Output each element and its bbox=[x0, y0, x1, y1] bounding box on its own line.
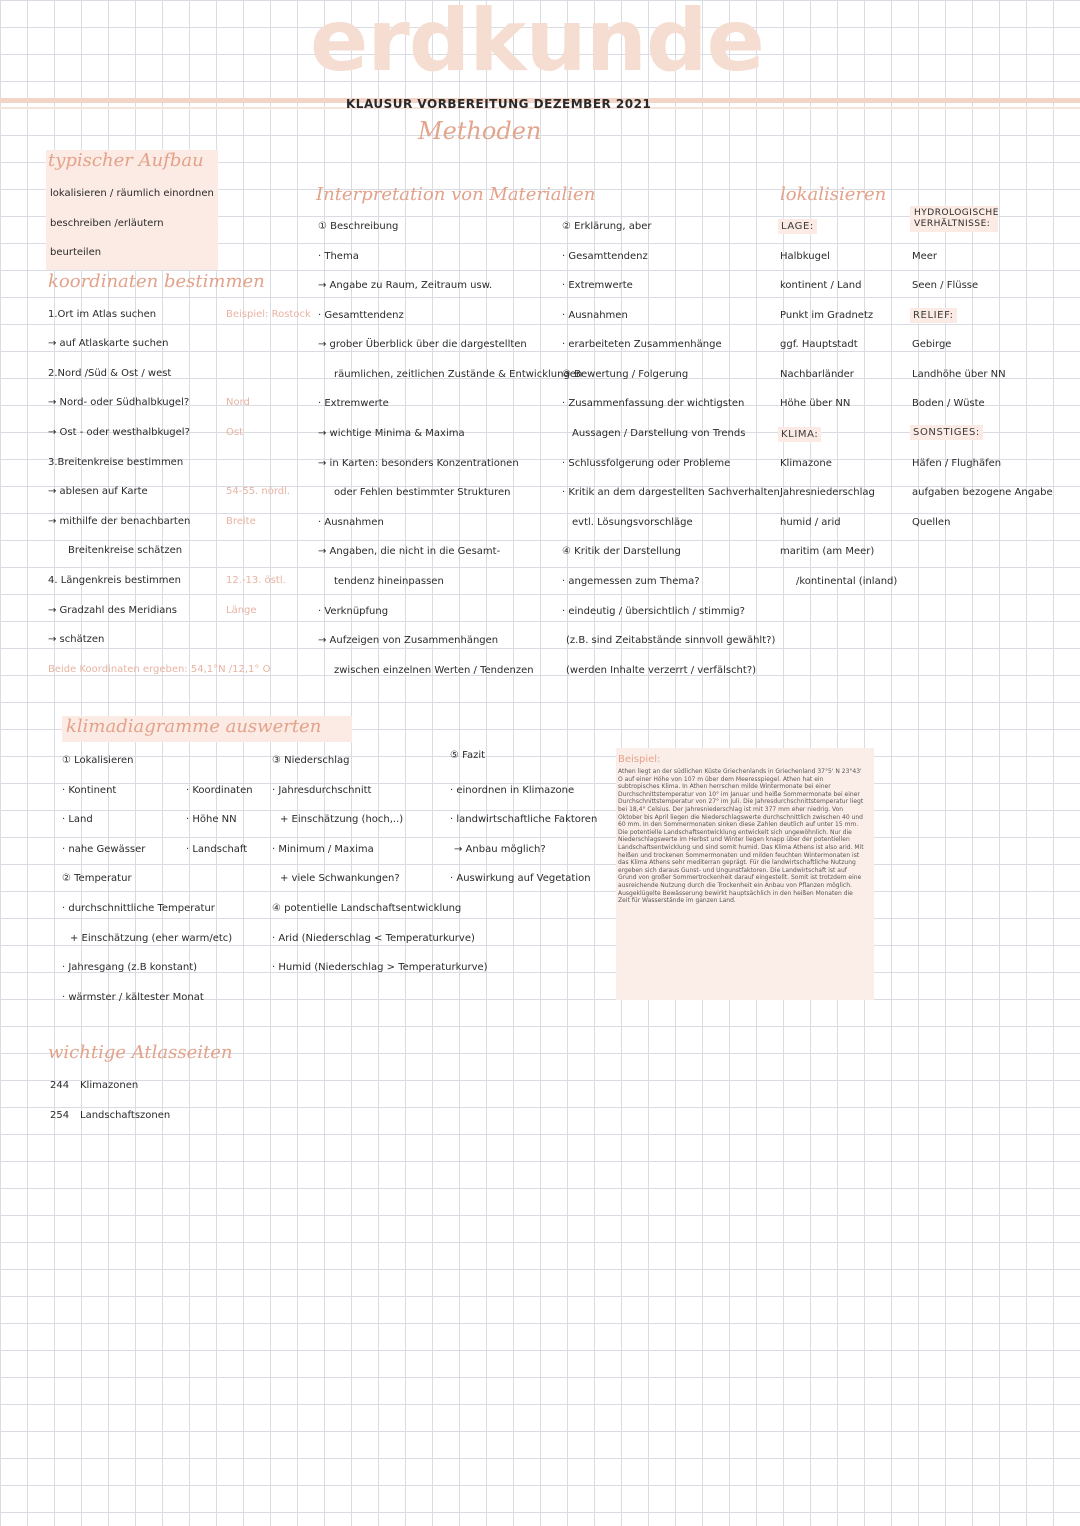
relief-label: RELIEF: bbox=[910, 308, 957, 323]
sonstiges-item: Quellen bbox=[912, 517, 951, 528]
interpretation-line: ① Beschreibung bbox=[318, 221, 399, 232]
interpretation-line: (werden Inhalte verzerrt / verfälscht?) bbox=[566, 665, 757, 676]
klima-col1-line: · wärmster / kältester Monat bbox=[62, 992, 204, 1003]
relief-item: Gebirge bbox=[912, 339, 952, 350]
klima-col1-line: · Land bbox=[62, 814, 93, 825]
klima-col1-line: · nahe Gewässer bbox=[62, 844, 146, 855]
interpretation-line: · Verknüpfung bbox=[318, 606, 389, 617]
interpretation-line: → wichtige Minima & Maxima bbox=[318, 428, 465, 439]
klima-label: KLIMA: bbox=[778, 427, 821, 442]
interpretation-line: · Extremwerte bbox=[562, 280, 633, 291]
interpretation-line: evtl. Lösungsvorschläge bbox=[572, 517, 693, 528]
atlas-page-number: 254 bbox=[50, 1110, 70, 1121]
klima-item: Klimazone bbox=[780, 458, 832, 469]
interpretation-line: · eindeutig / übersichtlich / stimmig? bbox=[562, 606, 745, 617]
klima-col1b-line: · Landschaft bbox=[186, 844, 248, 855]
klima-col1-line: · durchschnittliche Temperatur bbox=[62, 903, 215, 914]
klima-col1-line: ① Lokalisieren bbox=[62, 755, 134, 766]
klimadiagramme-heading: klimadiagramme auswerten bbox=[66, 716, 322, 737]
koordinaten-line: Breitenkreise schätzen bbox=[68, 545, 183, 556]
klima-col2-line: + viele Schwankungen? bbox=[280, 873, 400, 884]
klima-col3-line: · Auswirkung auf Vegetation bbox=[450, 873, 591, 884]
lage-item: Punkt im Gradnetz bbox=[780, 310, 874, 321]
klima-col2-line: · Arid (Niederschlag < Temperaturkurve) bbox=[272, 933, 475, 944]
relief-item: Landhöhe über NN bbox=[912, 369, 1006, 380]
lage-item: kontinent / Land bbox=[780, 280, 862, 291]
page-subtitle: Methoden bbox=[418, 117, 542, 145]
klima-item: Jahresniederschlag bbox=[780, 487, 875, 498]
koordinaten-line: 3.Breitenkreise bestimmen bbox=[48, 457, 184, 468]
klima-col3-line: · einordnen in Klimazone bbox=[450, 785, 575, 796]
interpretation-line: → Angaben, die nicht in die Gesamt- bbox=[318, 546, 501, 557]
klima-col1-line: + Einschätzung (eher warm/etc) bbox=[70, 933, 233, 944]
sonstiges-item: aufgaben bezogene Angabe bbox=[912, 487, 1053, 498]
klima-col2-line: · Humid (Niederschlag > Temperaturkurve) bbox=[272, 962, 488, 973]
atlas-heading: wichtige Atlasseiten bbox=[48, 1042, 233, 1063]
klima-item: maritim (am Meer) bbox=[780, 546, 875, 557]
interpretation-line: · erarbeiteten Zusammenhänge bbox=[562, 339, 722, 350]
atlas-page-label: Klimazonen bbox=[80, 1080, 139, 1091]
watermark-title: erdkunde bbox=[310, 0, 764, 91]
interpretation-line: → in Karten: besonders Konzentrationen bbox=[318, 458, 519, 469]
interpretation-line: · Extremwerte bbox=[318, 398, 389, 409]
interpretation-line: · Ausnahmen bbox=[562, 310, 628, 321]
relief-item: Boden / Wüste bbox=[912, 398, 985, 409]
interpretation-line: → grober Überblick über die dargestellten bbox=[318, 339, 527, 350]
interpretation-line: ④ Kritik der Darstellung bbox=[562, 546, 681, 557]
lage-item: ggf. Hauptstadt bbox=[780, 339, 858, 350]
interpretation-line: oder Fehlen bestimmter Strukturen bbox=[334, 487, 511, 498]
klima-col1-line: · Kontinent bbox=[62, 785, 117, 796]
koordinaten-line: → Gradzahl des Meridians bbox=[48, 605, 177, 616]
koordinaten-result: Beide Koordinaten ergeben: 54,1°N /12,1° O bbox=[48, 664, 271, 675]
koordinaten-example: Breite bbox=[226, 516, 256, 527]
aufbau-heading: typischer Aufbau bbox=[48, 150, 204, 171]
interpretation-line: ② Erklärung, aber bbox=[562, 221, 652, 232]
atlas-page-number: 244 bbox=[50, 1080, 70, 1091]
interpretation-line: → Aufzeigen von Zusammenhängen bbox=[318, 635, 499, 646]
interpretation-line: (z.B. sind Zeitabstände sinnvoll gewählt?) bbox=[566, 635, 776, 646]
koordinaten-example: Beispiel: Rostock bbox=[226, 309, 311, 320]
klima-col1b-line: · Koordinaten bbox=[186, 785, 253, 796]
klima-col1-line: · Jahresgang (z.B konstant) bbox=[62, 962, 198, 973]
interpretation-line: · Schlussfolgerung oder Probleme bbox=[562, 458, 731, 469]
koordinaten-line: → auf Atlaskarte suchen bbox=[48, 338, 169, 349]
interpretation-heading: Interpretation von Materialien bbox=[316, 184, 596, 205]
lage-item: Höhe über NN bbox=[780, 398, 851, 409]
sonstiges-label: SONSTIGES: bbox=[910, 425, 983, 440]
example-text: Athen liegt an der südlichen Küste Griechenlands in Griechenland 37°5' N 23°43' O auf einer Höhe von 107 m über dem Meeresspiegel. Athen hat ein subtropisches Klima. In Athen herrschen milde Wintermonate bei einer Durchschnittstemperatur von 10° im Januar und heiße Sommermonate bei einer Durchschnittstemperatur von 27° im Juli. Die Jahresdurchschnittstemperatur liegt bei 18,4° Celsius. Der Jahresniederschlag ist mit 377 mm eher niedrig. Von Oktober bis April liegen die Niederschlagswerte durchschnittlich zwischen 40 und 60 mm. In den Sommermonaten sinken diese Zahlen deutlich auf unter 15 mm. Die potentielle Landschaftsentwicklung entwickelt sich ungewöhnlich. Nur die Niederschlagswerte im Herbst und Winter liegen knapp über der potentiellen Landschaftsentwicklung und sind somit humid. Das Klima Athens ist also arid. Mit heißen und trockenen Sommermonaten und milden feuchten Wintermonaten ist das Klima Athens sehr mediterran geprägt. Für die landwirtschaftliche Nutzung ergeben sich daraus Gunst- und Ungunstfaktoren. Die Landwirtschaft ist auf Grund von großer Sommertrockenheit darauf eingestellt. Somit ist trotzdem eine ausreichende Nutzung durch die Trockenheit ein Anbau von Pflanzen möglich. Ausgeklügelte Bewässerung bewirkt hauptsächlich in den heißen Monaten die Zeit für Wasserstände im ganzen Land. bbox=[618, 768, 864, 905]
koordinaten-example: 54-55. nördl. bbox=[226, 486, 291, 497]
hydro-label: HYDROLOGISCHE VERHÄLTNISSE: bbox=[910, 206, 998, 232]
klima-item: humid / arid bbox=[780, 517, 841, 528]
interpretation-line: · angemessen zum Thema? bbox=[562, 576, 700, 587]
interpretation-line: · Gesamttendenz bbox=[562, 251, 648, 262]
klima-col3-line: ⑤ Fazit bbox=[450, 750, 486, 761]
koordinaten-line: → Ost - oder westhalbkugel? bbox=[48, 427, 190, 438]
example-label: Beispiel: bbox=[618, 754, 661, 765]
interpretation-line: · Kritik an dem dargestellten Sachverhalten bbox=[562, 487, 780, 498]
koordinaten-example: Ost bbox=[226, 427, 244, 438]
klima-col2-line: + Einschätzung (hoch,..) bbox=[280, 814, 404, 825]
interpretation-line: ③ Bewertung / Folgerung bbox=[562, 369, 689, 380]
sonstiges-item: Häfen / Flughäfen bbox=[912, 458, 1002, 469]
koordinaten-line: 2.Nord /Süd & Ost / west bbox=[48, 368, 172, 379]
koordinaten-line: 1.Ort im Atlas suchen bbox=[48, 309, 157, 320]
lage-label: LAGE: bbox=[778, 219, 817, 234]
klima-col2-line: ④ potentielle Landschaftsentwicklung bbox=[272, 903, 462, 914]
interpretation-line: · Gesamttendenz bbox=[318, 310, 404, 321]
klima-col3-line: → Anbau möglich? bbox=[454, 844, 546, 855]
interpretation-line: zwischen einzelnen Werten / Tendenzen bbox=[334, 665, 534, 676]
koordinaten-example: 12.-13. östl. bbox=[226, 575, 286, 586]
lage-item: Halbkugel bbox=[780, 251, 830, 262]
klima-col1b-line: · Höhe NN bbox=[186, 814, 237, 825]
hydro-item: Seen / Flüsse bbox=[912, 280, 979, 291]
aufbau-item: lokalisieren / räumlich einordnen bbox=[50, 188, 214, 199]
koordinaten-heading: koordinaten bestimmen bbox=[48, 271, 265, 292]
interpretation-line: räumlichen, zeitlichen Zustände & Entwicklungen bbox=[334, 369, 583, 380]
klima-col2-line: · Minimum / Maxima bbox=[272, 844, 374, 855]
lage-item: Nachbarländer bbox=[780, 369, 854, 380]
aufbau-item: beschreiben /erläutern bbox=[50, 218, 164, 229]
lokalisieren-heading: lokalisieren bbox=[780, 184, 887, 205]
interpretation-line: → Angabe zu Raum, Zeitraum usw. bbox=[318, 280, 493, 291]
klima-col3-line: · landwirtschaftliche Faktoren bbox=[450, 814, 598, 825]
atlas-page-label: Landschaftszonen bbox=[80, 1110, 171, 1121]
interpretation-line: Aussagen / Darstellung von Trends bbox=[572, 428, 746, 439]
page-title: KLAUSUR VORBEREITUNG DEZEMBER 2021 bbox=[346, 97, 652, 111]
koordinaten-line: → Nord- oder Südhalbkugel? bbox=[48, 397, 190, 408]
koordinaten-example: Nord bbox=[226, 397, 250, 408]
interpretation-line: · Ausnahmen bbox=[318, 517, 384, 528]
koordinaten-example: Länge bbox=[226, 605, 257, 616]
koordinaten-line: → schätzen bbox=[48, 634, 105, 645]
interpretation-line: · Thema bbox=[318, 251, 359, 262]
koordinaten-line: → mithilfe der benachbarten bbox=[48, 516, 191, 527]
aufbau-item: beurteilen bbox=[50, 247, 102, 258]
interpretation-line: · Zusammenfassung der wichtigsten bbox=[562, 398, 745, 409]
klima-col2-line: · Jahresdurchschnitt bbox=[272, 785, 372, 796]
hydro-item: Meer bbox=[912, 251, 938, 262]
interpretation-line: tendenz hineinpassen bbox=[334, 576, 444, 587]
klima-col1-line: ② Temperatur bbox=[62, 873, 132, 884]
klima-item: /kontinental (inland) bbox=[796, 576, 898, 587]
koordinaten-line: → ablesen auf Karte bbox=[48, 486, 148, 497]
klima-col2-line: ③ Niederschlag bbox=[272, 755, 350, 766]
koordinaten-line: 4. Längenkreis bestimmen bbox=[48, 575, 181, 586]
